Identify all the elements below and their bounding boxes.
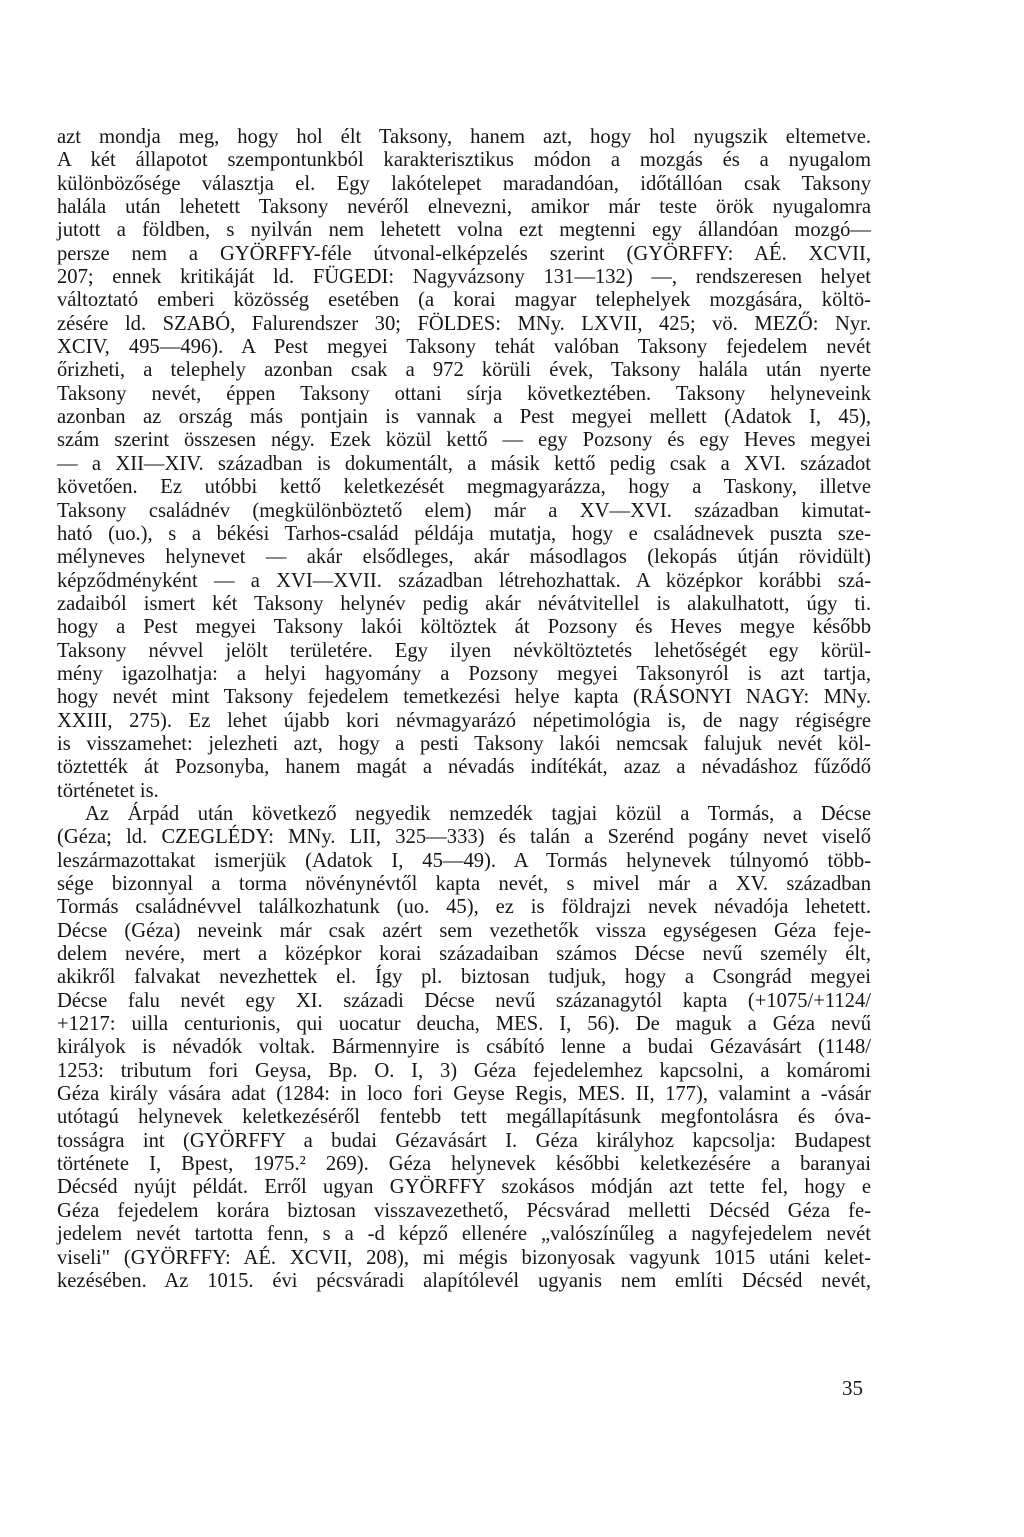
- text-line: halála után lehetett Taksony nevéről elnevezni, amikor már teste örök nyugalomra: [57, 196, 871, 219]
- text-line: 207; ennek kritikáját ld. FÜGEDI: Nagyvázsony 131—132) —, rendszeresen helyet: [57, 266, 871, 289]
- text-line: azonban az ország más pontjain is vannak a Pest megyei mellett (Adatok I, 45),: [57, 406, 871, 429]
- text-line: Taksony családnév (megkülönböztető elem) már a XV—XVI. században kimutat-: [57, 499, 871, 522]
- text-line: követően. Ez utóbbi kettő keletkezését megmagyarázza, hogy a Taskony, illetve: [57, 476, 871, 499]
- text-line: ható (uo.), s a békési Tarhos-család példája mutatja, hogy e családnevek puszta sze-: [57, 522, 871, 545]
- text-line: zésére ld. SZABÓ, Falurendszer 30; FÖLDES: MNy. LXVII, 425; vö. MEZŐ: Nyr.: [57, 312, 871, 335]
- text-line: különbözősége választja el. Egy lakótelepet maradandóan, időtállóan csak Taksony: [57, 172, 871, 195]
- text-line: Taksony névvel jelölt területére. Egy ilyen névköltöztetés lehetőségét egy körül-: [57, 639, 871, 662]
- text-line: (Géza; ld. CZEGLÉDY: MNy. LII, 325—333) és talán a Szerénd pogány nevet viselő: [57, 826, 871, 849]
- text-line: mélyneves helynevet — akár elsődleges, akár másodlagos (lekopás útján rövidült): [57, 546, 871, 569]
- text-line: Taksony nevét, éppen Taksony ottani sírja következtében. Taksony helyneveink: [57, 382, 871, 405]
- body-text: [57, 126, 871, 1293]
- text-line: Tormás családnévvel találkozhatunk (uo. 45), ez is földrajzi nevek névadója lehetett.: [57, 896, 871, 919]
- text-line: szám szerint összesen négy. Ezek közül kettő — egy Pozsony és egy Heves megyei: [57, 429, 871, 452]
- text-line: akikről falvakat nevezhettek el. Így pl. biztosan tudjuk, hogy a Csongrád megyei: [57, 966, 871, 989]
- text-line: is visszamehet: jelezheti azt, hogy a pesti Taksony lakói nemcsak falujuk nevét köl-: [57, 732, 871, 755]
- text-line: Az Árpád után következő negyedik nemzedék tagjai közül a Tormás, a Décse: [85, 802, 871, 825]
- text-line: hogy nevét mint Taksony fejedelem temetkezési helye kapta (RÁSONYI NAGY: MNy.: [57, 686, 871, 709]
- text-line: 1253: tributum fori Geysa, Bp. O. I, 3) Géza fejedelemhez kapcsolni, a komáromi: [57, 1059, 871, 1082]
- text-line: mény igazolhatja: a helyi hagyomány a Pozsony megyei Taksonyról is azt tartja,: [57, 662, 871, 685]
- text-line: Géza fejedelem korára biztosan visszavezethető, Pécsvárad melletti Décséd Géza fe-: [57, 1199, 871, 1222]
- text-line: története I, Bpest, 1975.² 269). Géza helynevek későbbi keletkezésére a baranyai: [57, 1153, 871, 1176]
- text-line: töztették át Pozsonyba, hanem magát a névadás indítékát, azaz a névadáshoz fűződő: [57, 756, 871, 779]
- text-line: tosságra int (GYÖRFFY a budai Gézavásárt I. Géza királyhoz kapcsolja: Budapest: [57, 1129, 871, 1152]
- text-line: viseli" (GYÖRFFY: AÉ. XCVII, 208), mi mégis bizonyosak vagyunk 1015 utáni kelet-: [57, 1246, 871, 1269]
- text-line: zadaiból ismert két Taksony helynév pedig akár névátvitellel is alakulhatott, úgy ti.: [57, 592, 871, 615]
- text-line: delem nevére, mert a középkor korai századaiban számos Décse nevű személy élt,: [57, 943, 871, 966]
- text-line: történetet is.: [57, 779, 159, 802]
- text-line: jutott a földben, s nyilván nem lehetett volna ezt megtenni egy állandóan mozgó—: [57, 219, 871, 242]
- text-line: Décse (Géza) neveink már csak azért sem vezethetők vissza egységesen Géza feje-: [57, 919, 871, 942]
- text-line: képződményként — a XVI—XVII. században létrehozhattak. A középkor korábbi szá-: [57, 569, 871, 592]
- text-line: Décse falu nevét egy XI. századi Décse nevű százanagytól kapta (+1075/+1124/: [57, 989, 871, 1012]
- text-line: jedelem nevét tartotta fenn, s a -d képző ellenére „valószínűleg a nagyfejedelem nevét: [57, 1223, 871, 1246]
- text-line: kezésében. Az 1015. évi pécsváradi alapítólevél ugyanis nem említi Décséd nevét,: [57, 1269, 871, 1292]
- text-line: XCIV, 495—496). A Pest megyei Taksony tehát valóban Taksony fejedelem nevét: [57, 336, 871, 359]
- text-line: sége bizonnyal a torma növénynévtől kapta nevét, s mivel már a XV. században: [57, 873, 871, 895]
- text-line: változtató emberi közösség esetében (a korai magyar telephelyek mozgására, költö-: [57, 289, 871, 312]
- text-line: A két állapotot szempontunkból karakterisztikus módon a mozgás és a nyugalom: [57, 149, 871, 172]
- text-line: persze nem a GYÖRFFY-féle útvonal-elképzelés szerint (GYÖRFFY: AÉ. XCVII,: [57, 242, 871, 265]
- page-number: 35: [842, 1376, 863, 1400]
- text-line: +1217: uilla centurionis, qui uocatur deucha, MES. I, 56). De maguk a Géza nevű: [57, 1013, 871, 1036]
- text-line: leszármazottakat ismerjük (Adatok I, 45—49). A Tormás helynevek túlnyomó több-: [57, 849, 871, 872]
- text-line: királyok is névadók voltak. Bármennyire is csábító lenne a budai Gézavásárt (1148/: [57, 1036, 871, 1059]
- text-line: — a XII—XIV. században is dokumentált, a másik kettő pedig csak a XVI. századot: [57, 452, 871, 475]
- text-line: Décséd nyújt példát. Erről ugyan GYÖRFFY szokásos módján azt tette fel, hogy e: [57, 1176, 871, 1199]
- text-line: azt mondja meg, hogy hol élt Taksony, hanem azt, hogy hol nyugszik eltemetve.: [57, 126, 871, 148]
- text-line: utótagú helynevek keletkezéséről fentebb tett megállapításunk megfontolásra és óva-: [57, 1106, 871, 1129]
- text-line: őrizheti, a telephely azonban csak a 972 körüli évek, Taksony halála után nyerte: [57, 359, 871, 382]
- text-line: hogy a Pest megyei Taksony lakói költöztek át Pozsony és Heves megye később: [57, 616, 871, 639]
- text-line: Géza király vására adat (1284: in loco fori Geyse Regis, MES. II, 177), valamint a -vásár: [57, 1083, 871, 1106]
- text-line: XXIII, 275). Ez lehet újabb kori névmagyarázó népetimológia is, de nagy régiségre: [57, 709, 871, 732]
